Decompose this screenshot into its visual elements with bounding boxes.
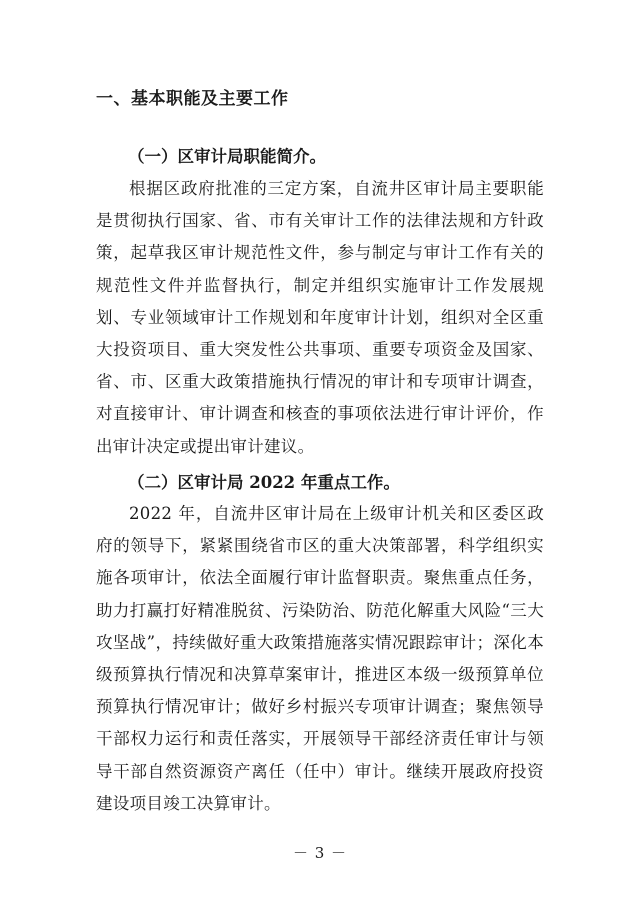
page-number: － 3 － (292, 844, 348, 862)
subsection-title-key-work: （二）区审计局 2022 年重点工作。 (128, 473, 400, 492)
paragraph-key-work: 2022 年，自流井区审计局在上级审计机关和区委区政府的领导下，紧紧围绕省市区的重大决策部署，科学组织实施各项审计，依法全面履行审计监督职责。聚焦重点任务，助力打赢打好精准脱贫、污染防治、防范化解重大风险“三大攻坚战”，持续做好重大政策措施落实情况跟踪审计；深化本级预算执行情况和决算草案审计，推进区本级一级预算单位预算执行情况审计；做好乡村振兴专项审计调查；聚焦领导干部权力运行和责任落实，开展领导干部经济责任审计与领导干部自然资源资产离任（任中）审计。继续开展政府投资建设项目竣工决算审计。 (96, 504, 544, 813)
paragraph-functions: 根据区政府批准的三定方案，自流井区审计局主要职能是贯彻执行国家、省、市有关审计工作的法律法规和方针政策，起草我区审计规范性文件，参与制定与审计工作有关的规范性文件并监督执行，制定并组织实施审计工作发展规划、专业领域审计工作规划和年度审计计划，组织对全区重大投资项目、重大突发性公共事项、重要专项资金及国家、省、市、区重大政策措施执行情况的审计和专项审计调查，对直接审计、审计调查和核查的事项依法进行审计评价，作出审计决定或提出审计建议。 (96, 179, 544, 456)
section-title: 一、基本职能及主要工作 (96, 89, 289, 109)
subsection-title-functions: （一）区审计局职能简介。 (128, 147, 326, 166)
